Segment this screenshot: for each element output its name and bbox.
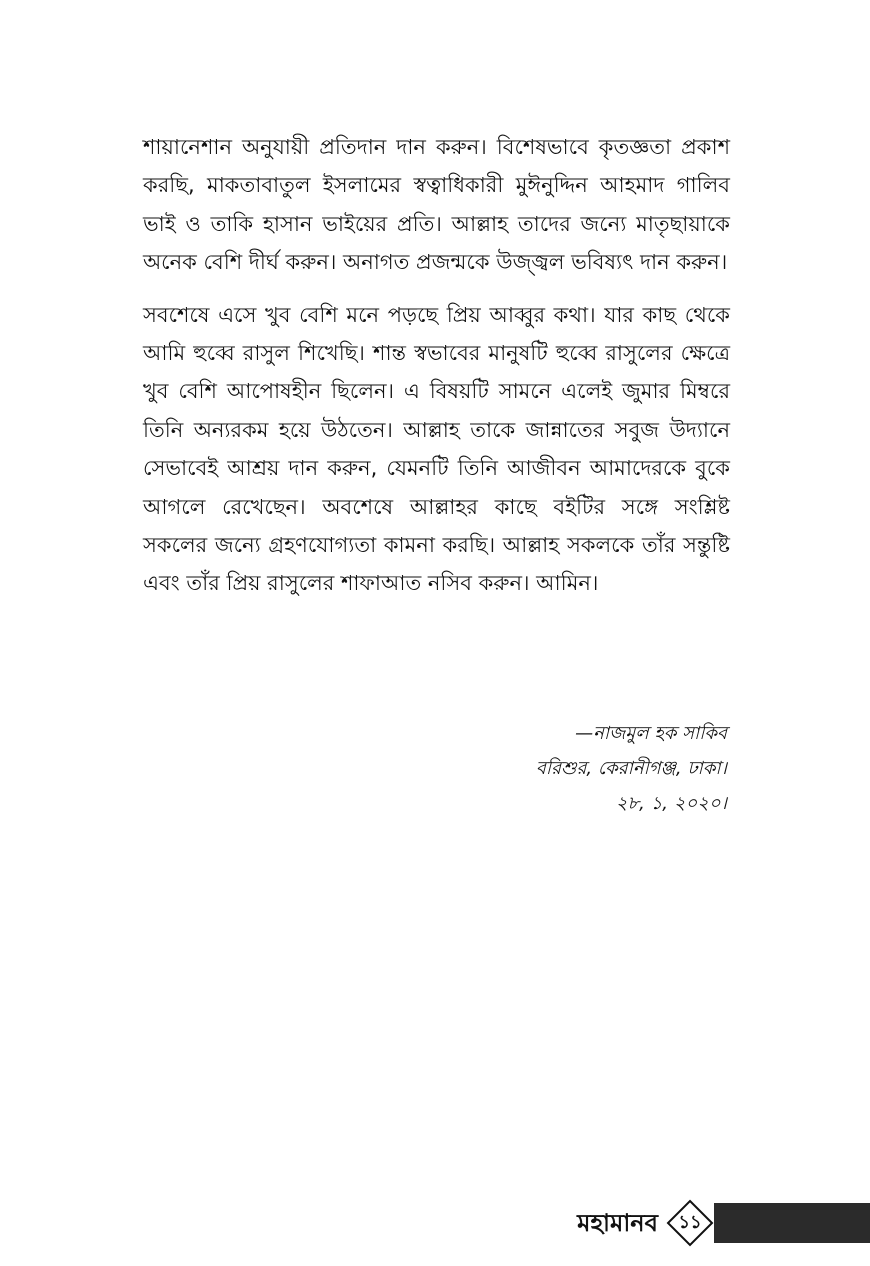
book-title-logo: মহামানব (577, 1209, 658, 1237)
signature-place: বরিশুর, কেরানীগঞ্জ, ঢাকা। (535, 758, 727, 779)
main-text (143, 128, 730, 603)
signature-author: —নাজমুল হক সাকিব (575, 723, 727, 744)
paragraph-1: শায়ানেশান অনুযায়ী প্রতিদান দান করুন। বিশেষভাবে কৃতজ্ঞতা প্রকাশ করছি, মাকতাবাতুল ইসলামের স্বত্বাধিকারী মুঈনুদ্দিন আহমাদ গালিব ভাই ও তাকি হাসান ভাইয়ের প্রতি। আল্লাহ তাদের জন্যে মাতৃছায়াকে অনেক বেশি দীর্ঘ করুন। অনাগত প্রজন্মকে উজ্জ্বল ভবিষ্যৎ দান করুন। (143, 135, 730, 275)
signature-block (536, 716, 727, 821)
footer-band (714, 1203, 870, 1243)
page-number: ১১ (678, 1212, 702, 1233)
signature-date: ২৮, ১, ২০২০। (615, 793, 727, 814)
paragraph-2: সবশেষে এসে খুব বেশি মনে পড়ছে প্রিয় আব্বুর কথা। যার কাছ থেকে আমি হুব্বে রাসুল শিখেছি। শান্ত স্বভাবের মানুষটি হুব্বে রাসুলের ক্ষেত্রে খুব বেশি আপোষহীন ছিলেন। এ বিষয়টি সামনে এলেই জুমার মিম্বরে তিনি অন্যরকম হয়ে উঠতেন। আল্লাহ তাকে জান্নাতের সবুজ উদ্যানে সেভাবেই আশ্রয় দান করুন, যেমনটি তিনি আজীবন আমাদেরকে বুকে আগলে রেখেছেন। অবশেষে আল্লাহর কাছে বইটির সঙ্গে সংশ্লিষ্ট সকলের জন্যে গ্রহণযোগ্যতা কামনা করছি। আল্লাহ সকলকে তাঁর সন্তুষ্টি এবং তাঁর প্রিয় রাসুলের শাফাআত নসিব করুন। আমিন। (143, 302, 730, 596)
